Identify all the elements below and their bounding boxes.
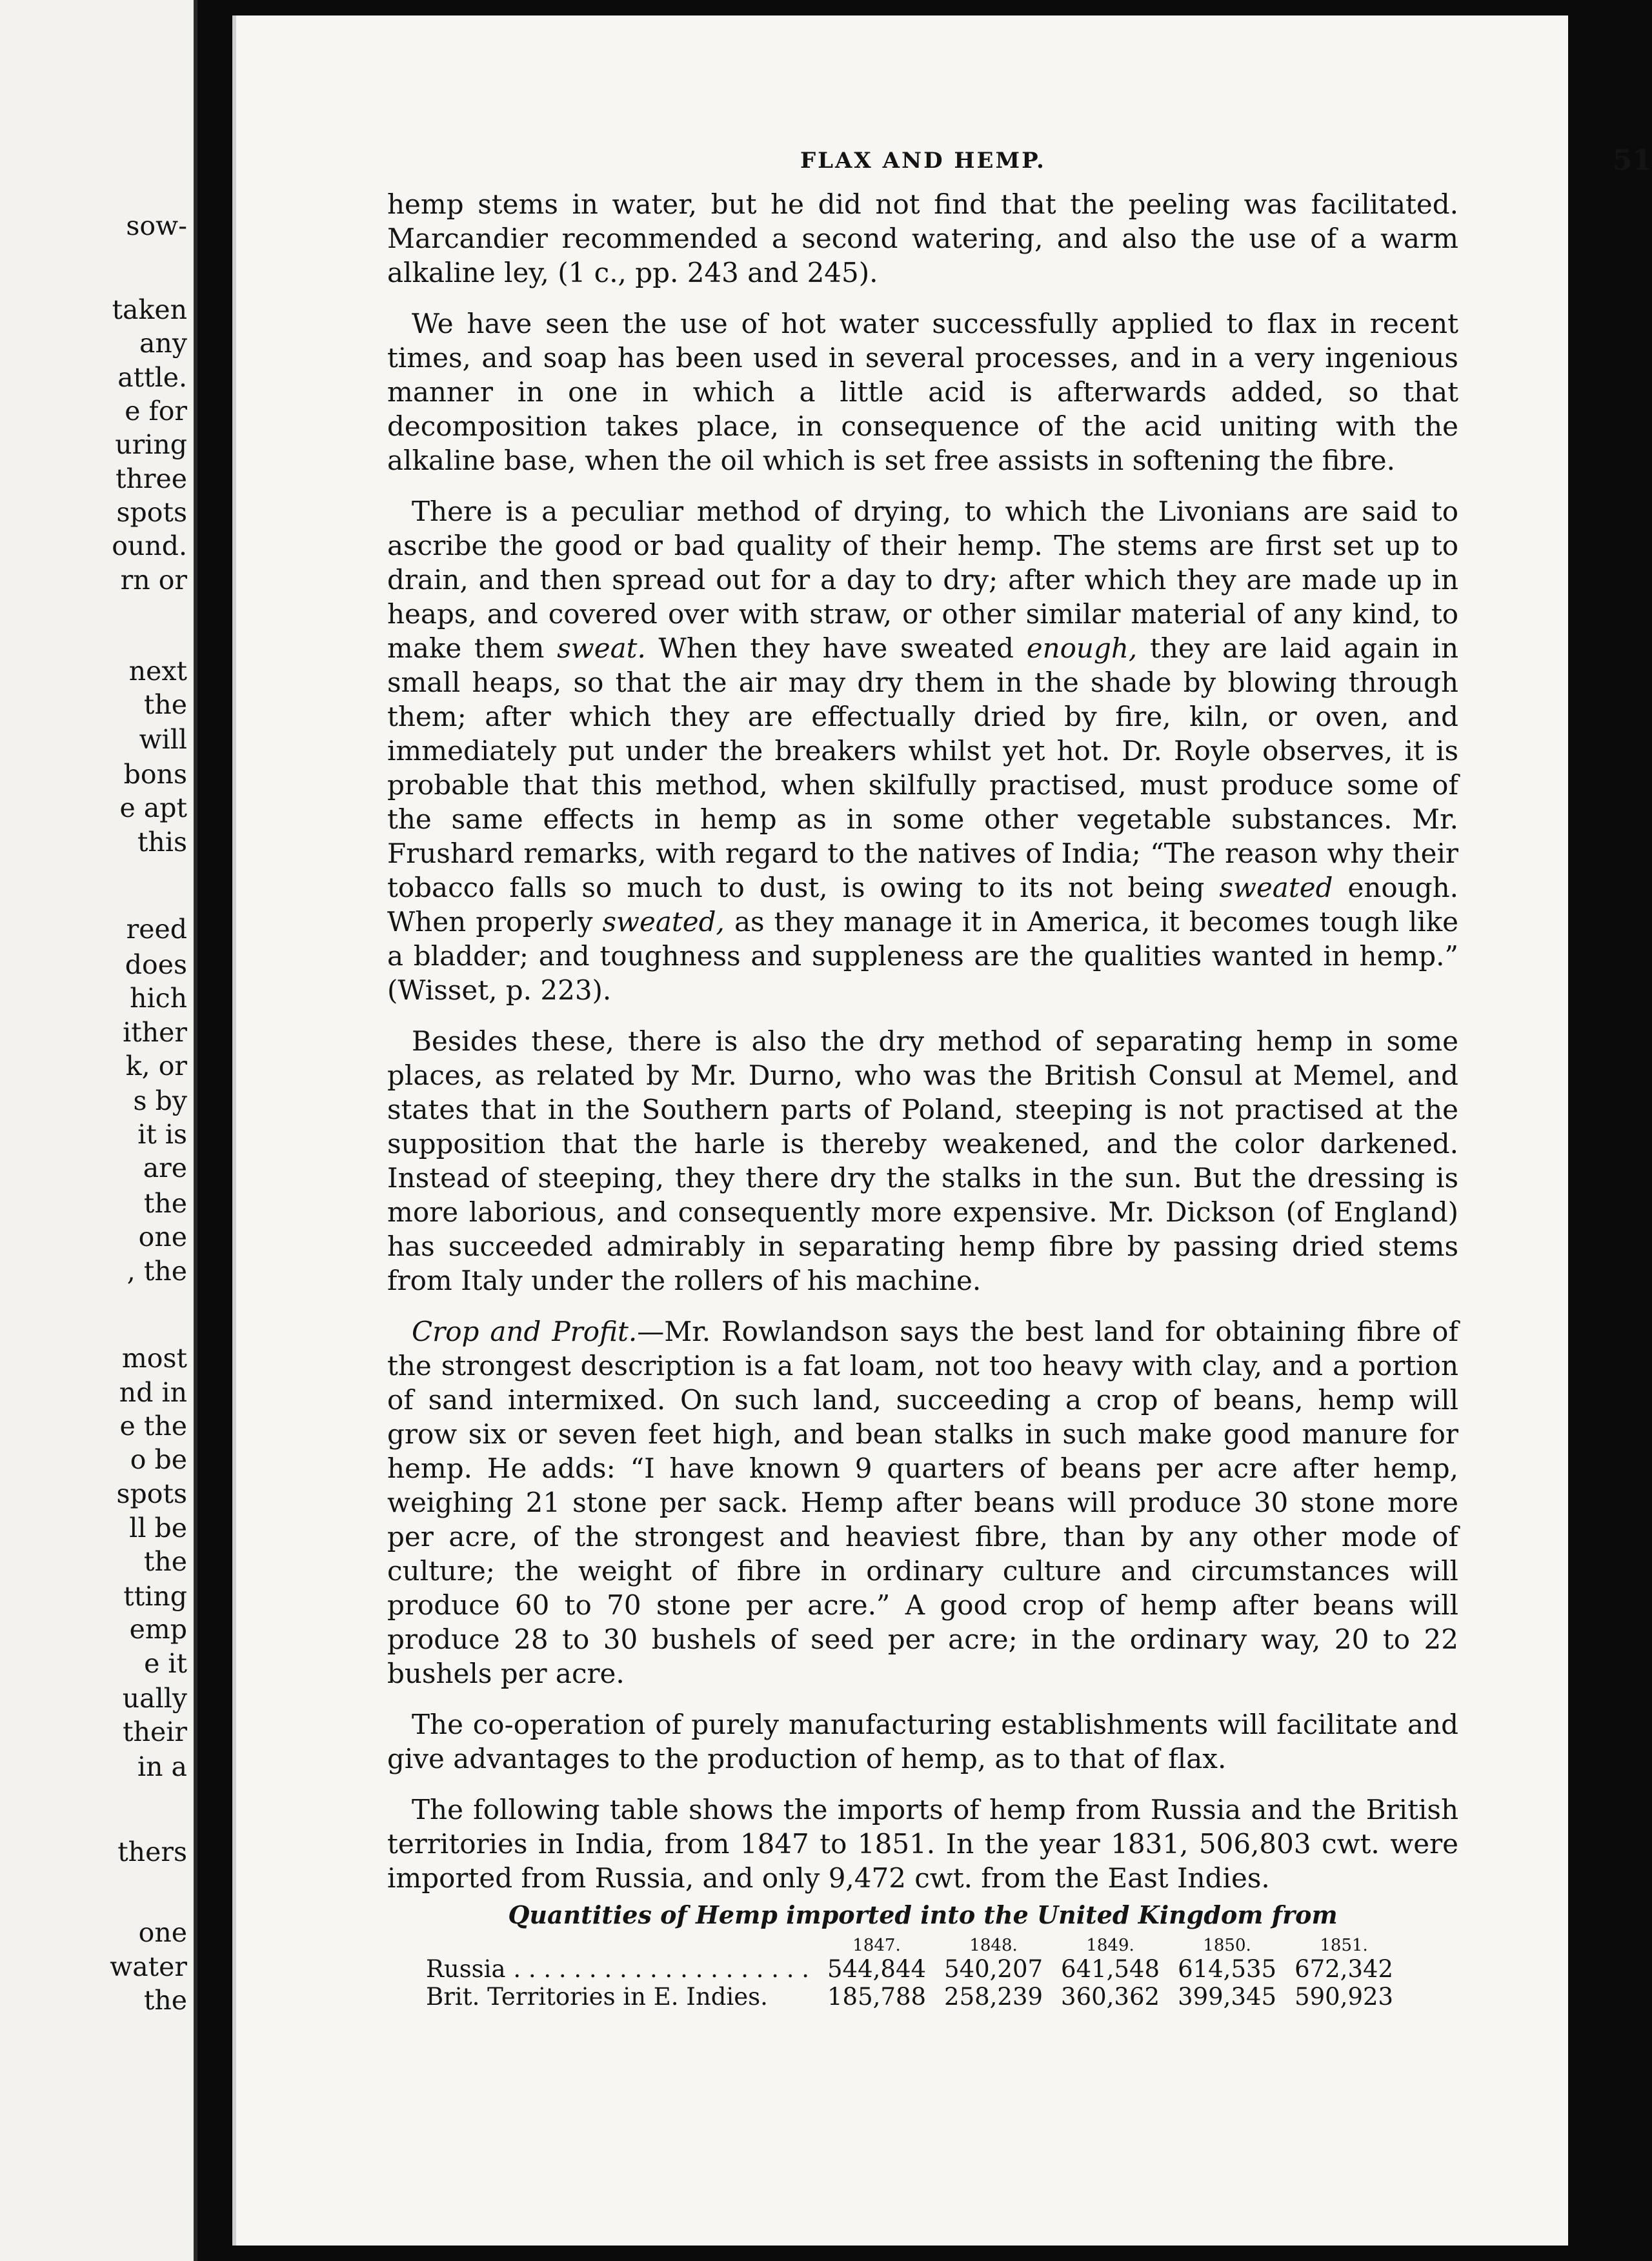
facing-page-fragment: next [128, 656, 187, 687]
facing-page-fragment: spots [116, 497, 187, 528]
text-run: —Mr. Rowlandson says the best land for obtaining fibre of the strongest description is a fat loam, not too heavy with clay, and a portion of sand intermixed. On such land, succeeding a crop of beans, hemp will grow six or seven feet high, and bean stalks in such make good manure for hemp. He adds: “I have known 9 quarters of beans per acre after hemp, weighing 21 stone per sack. Hemp after beans will produce 30 stone more per acre, of the strongest and heaviest fibre, than by any other mode of culture; the weight of fibre in ordinary culture and circumstances will produce 60 to 70 stone per acre.” A good crop of hemp after beans will produce 28 to 30 bushels of seed per acre; in the ordinary way, 20 to 22 bushels per acre. [387, 1316, 1458, 1689]
paragraph: The following table shows the imports of hemp from Russia and the British territories in India, from 1847 to 1851. In the year 1831, 506,803 cwt. were imported from Russia, and only 9,472 cwt. from the East Indies. [387, 1794, 1458, 1894]
table-cell: 614,535 [1178, 1955, 1277, 1983]
table-cell: 540,207 [944, 1955, 1043, 1983]
facing-page-fragment: hich [130, 983, 187, 1014]
facing-page-fragment: sow- [126, 210, 187, 241]
row-label: Brit. Territories in E. Indies. [426, 1983, 768, 2011]
facing-page-fragment: ll be [129, 1512, 187, 1543]
facing-page-fragment: three [115, 463, 187, 494]
table-cell: 544,844 [827, 1955, 927, 1983]
page-header [800, 144, 1652, 186]
text-run: as they manage it in America, it becomes tough like a bladder; and toughness and suppleness are the qualities wanted in hemp.” (Wisset, p. 223). [387, 906, 1459, 1006]
facing-page-fragment: spots [116, 1478, 187, 1509]
running-head: FLAX AND HEMP. [800, 148, 1046, 174]
facing-page-fragment: , the [126, 1256, 187, 1287]
italic-term: sweat. [557, 632, 646, 664]
table-row [426, 1955, 1393, 1983]
facing-page-fragment: does [125, 949, 187, 980]
section-lead: Crop and Profit. [412, 1316, 638, 1347]
facing-page-fragment: the [143, 1546, 187, 1577]
table-cell: 590,923 [1294, 1983, 1394, 2011]
year-header: 1847. [852, 1936, 901, 1955]
facing-page-fragment: will [139, 724, 187, 755]
italic-term: sweated [1219, 872, 1333, 903]
facing-page-fragment: taken [112, 294, 187, 325]
table-cell: 360,362 [1061, 1983, 1160, 2011]
italic-term: sweated, [602, 906, 725, 938]
table-cell: 258,239 [944, 1983, 1043, 2011]
table-header-row [426, 1936, 1393, 1955]
year-header: 1850. [1203, 1936, 1251, 1955]
facing-page-fragment: ually [122, 1683, 187, 1714]
table-title: Quantities of Hemp imported into the United Kingdom from [508, 1900, 1338, 1929]
facing-page-fragment: e it [144, 1648, 187, 1679]
text-run: they are laid again in small heaps, so that the air may dry them in the shade by blowing through them; after which they are effectually dried by fire, kiln, or oven, and immediately put under the breakers whilst yet hot. Dr. Royle observes, it is probable that this method, when skilfully practised, must produce some of the same effects in hemp as in some other vegetable substances. Mr. Frushard remarks, with regard to the natives of India; “The reason why their tobacco falls so much to dust, is owing to its not being [387, 632, 1458, 903]
text-run: There is a peculiar method of drying, to which the Livonians are said to ascribe the good or bad quality of their hemp. The stems are first set up to drain, and then spread out for a day to dry; after which they are made up in heaps, and covered over with straw, or other similar material of any kind, to make them [387, 496, 1458, 664]
table-cell: 185,788 [827, 1983, 927, 2011]
facing-page-fragment: one [138, 1221, 187, 1252]
table-cell: 399,345 [1178, 1983, 1277, 2011]
paragraph: We have seen the use of hot water successfully applied to flax in recent times, and soap has been used in several processes, and in a very ingenious manner in one in which a little acid is afterwards added, so that decomposition takes place, in consequence of the acid uniting with the alkaline base, when the oil which is set free assists in softening the fibre. [387, 308, 1458, 476]
table-cell: 641,548 [1061, 1955, 1160, 1983]
year-header: 1849. [1086, 1936, 1134, 1955]
facing-page-fragment: water [110, 1951, 187, 1982]
facing-page-fragment: most [121, 1343, 187, 1374]
paragraph: hemp stems in water, but he did not find that the peeling was facilitated. Marcandier recommended a second watering, and also the use of a warm alkaline ley, (1 c., pp. 243 and 245). [387, 188, 1458, 288]
row-label: Russia . . . . . . . . . . . . . . . . . . . . [426, 1955, 810, 1983]
facing-page-fragment: ound. [112, 530, 187, 561]
facing-page-fragment: it is [137, 1119, 187, 1150]
facing-page-fragment: their [123, 1716, 187, 1747]
facing-page-fragment: o be [130, 1444, 187, 1475]
facing-page-fragment: tting [123, 1581, 187, 1612]
facing-page-fragment: nd in [119, 1377, 187, 1408]
paragraph: The co-operation of purely manufacturing establishments will facilitate and give advantages to the production of hemp, as to that of flax. [387, 1709, 1458, 1774]
facing-page-edge [0, 0, 197, 2261]
facing-page-fragment: rn or [120, 565, 187, 596]
table-cell: 672,342 [1294, 1955, 1394, 1983]
facing-page-fragment: are [143, 1152, 187, 1183]
hemp-import-table-block [426, 1900, 1394, 2011]
facing-page-fragment: k, or [125, 1050, 187, 1081]
paragraph [387, 494, 1458, 1007]
year-header: 1851. [1320, 1936, 1368, 1955]
facing-page-fragment: any [139, 328, 187, 359]
paragraph [387, 1314, 1458, 1691]
facing-page-fragment: in a [137, 1751, 187, 1782]
hemp-import-table [426, 1936, 1393, 2011]
facing-page-fragment: emp [129, 1614, 187, 1645]
text-run: enough. When properly [387, 872, 1458, 938]
paragraph: Besides these, there is also the dry method of separating hemp in some places, as related by Mr. Durno, who was the British Consul at Memel, and states that in the Southern parts of Poland, steeping is not practised at the supposition that the harle is thereby weakened, and the color darkened. Instead of steeping, they there dry the stalks in the sun. But the dressing is more laborious, and consequently more expensive. Mr. Dickson (of England) has succeeded admirably in separating hemp fibre by passing dried stems from Italy under the rollers of his machine. [387, 1025, 1458, 1296]
facing-page-fragment: one [138, 1917, 187, 1948]
facing-page-fragment: reed [126, 914, 187, 945]
italic-term: enough, [1026, 632, 1138, 664]
facing-page-fragment: ither [123, 1017, 187, 1048]
facing-page-fragment: s by [133, 1085, 187, 1116]
facing-page-fragment: the [143, 689, 187, 720]
facing-page-fragment: thers [117, 1836, 187, 1867]
body-text [387, 187, 1458, 1912]
facing-page-fragment: the [143, 1985, 187, 2016]
facing-page-fragment: e for [125, 396, 187, 427]
facing-page-fragment: this [137, 827, 187, 858]
year-header: 1848. [969, 1936, 1018, 1955]
facing-page-fragment: the [143, 1188, 187, 1219]
facing-page-fragment: e the [119, 1411, 187, 1442]
facing-page-fragment: uring [115, 429, 187, 460]
facing-page-fragment: bons [123, 759, 187, 790]
table-header-blank [426, 1936, 809, 1955]
text-run: When they have sweated [645, 632, 1027, 664]
facing-page-fragment: attle. [117, 362, 187, 393]
table-row [426, 1983, 1393, 2011]
facing-page-fragment: e apt [119, 792, 187, 823]
page-number: 51 [1612, 144, 1652, 177]
